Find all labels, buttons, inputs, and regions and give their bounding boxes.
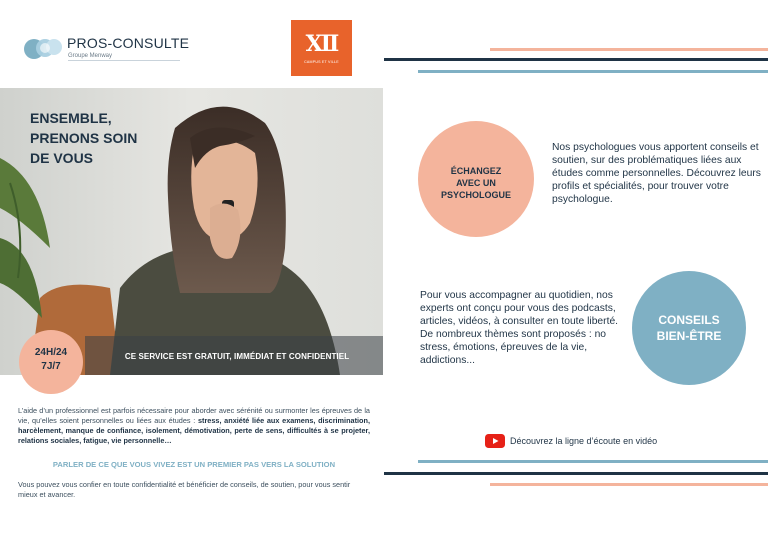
brand-subtitle: Groupe Menway [68, 53, 113, 59]
intro-text: L’aide d’un professionnel est parfois nécessaire pour aborder avec sérénité ou surmonter les épreuves de la vie, qu’elles soient personnelles ou liées aux études : [18, 406, 370, 425]
decor-line [384, 58, 768, 61]
hero-title-line: ENSEMBLE, [30, 110, 112, 126]
hero-title-line: DE VOUS [30, 150, 94, 166]
conseils-circle-label: CONSEILS [658, 313, 720, 327]
psychologue-circle-label: AVEC UN [456, 178, 496, 188]
conseils-description: Pour vous accompagner au quotidien, nos experts ont conçu pour vous des podcasts, articles, vidéos, à consulter en toute liberté. De nombreux thèmes sont proposés : no stress, émotions, épreuves de la vie, addictions... [420, 290, 619, 366]
hero-title [30, 108, 180, 168]
availability-days: 7J/7 [41, 361, 61, 372]
decor-line [490, 483, 768, 486]
psychologue-circle-label: ÉCHANGEZ [450, 166, 502, 176]
video-link[interactable]: Découvrez la ligne d’écoute en vidéo [510, 436, 658, 446]
availability-hours: 24H/24 [34, 347, 68, 358]
closing-paragraph: Vous pouvez vous confier en toute confidentialité et bénéficier de conseils, de soutien, pour vous sentir mieux et avancer. [18, 480, 351, 499]
availability-badge [19, 330, 83, 394]
youtube-play-icon[interactable] [485, 434, 505, 448]
university-logo-mark: XII [305, 31, 338, 57]
decor-line [490, 48, 768, 51]
hero-title-line: PRENONS SOIN [30, 130, 138, 146]
psychologue-description: Nos psychologues vous apportent conseils et soutien, sur des problématiques liées aux études comme personnelles. Découvrez leurs profils et spécialités, pour trouver votre psychologue. [552, 142, 761, 205]
university-logo-text: CAMPUS ET VILLE [304, 60, 339, 64]
conseils-circle[interactable] [632, 271, 746, 385]
intro-topics: stress, anxiété liée aux examens, discrimination, harcèlement, manque de confiance, isolement, démotivation, perte de sens, difficultés à se projeter, relations sociales, fatigue, vie personnelle… [18, 416, 370, 445]
university-logo [291, 20, 352, 76]
brand-name: PROS-CONSULTE [67, 35, 190, 51]
brand-divider [68, 60, 180, 61]
service-banner: CE SERVICE EST GRATUIT, IMMÉDIAT ET CONFIDENTIEL [124, 352, 350, 361]
decor-line [418, 70, 768, 73]
decor-line [418, 460, 768, 463]
conseils-circle-label: BIEN-ÊTRE [656, 329, 722, 343]
decor-line [384, 472, 768, 475]
intro-paragraph [18, 406, 370, 446]
psychologue-circle-label: PSYCHOLOGUE [440, 190, 511, 200]
pros-consulte-logo-icon [23, 36, 65, 60]
tagline: PARLER DE CE QUE VOUS VIVEZ EST UN PREMIER PAS VERS LA SOLUTION [52, 460, 336, 469]
psychologue-circle[interactable] [418, 121, 534, 237]
